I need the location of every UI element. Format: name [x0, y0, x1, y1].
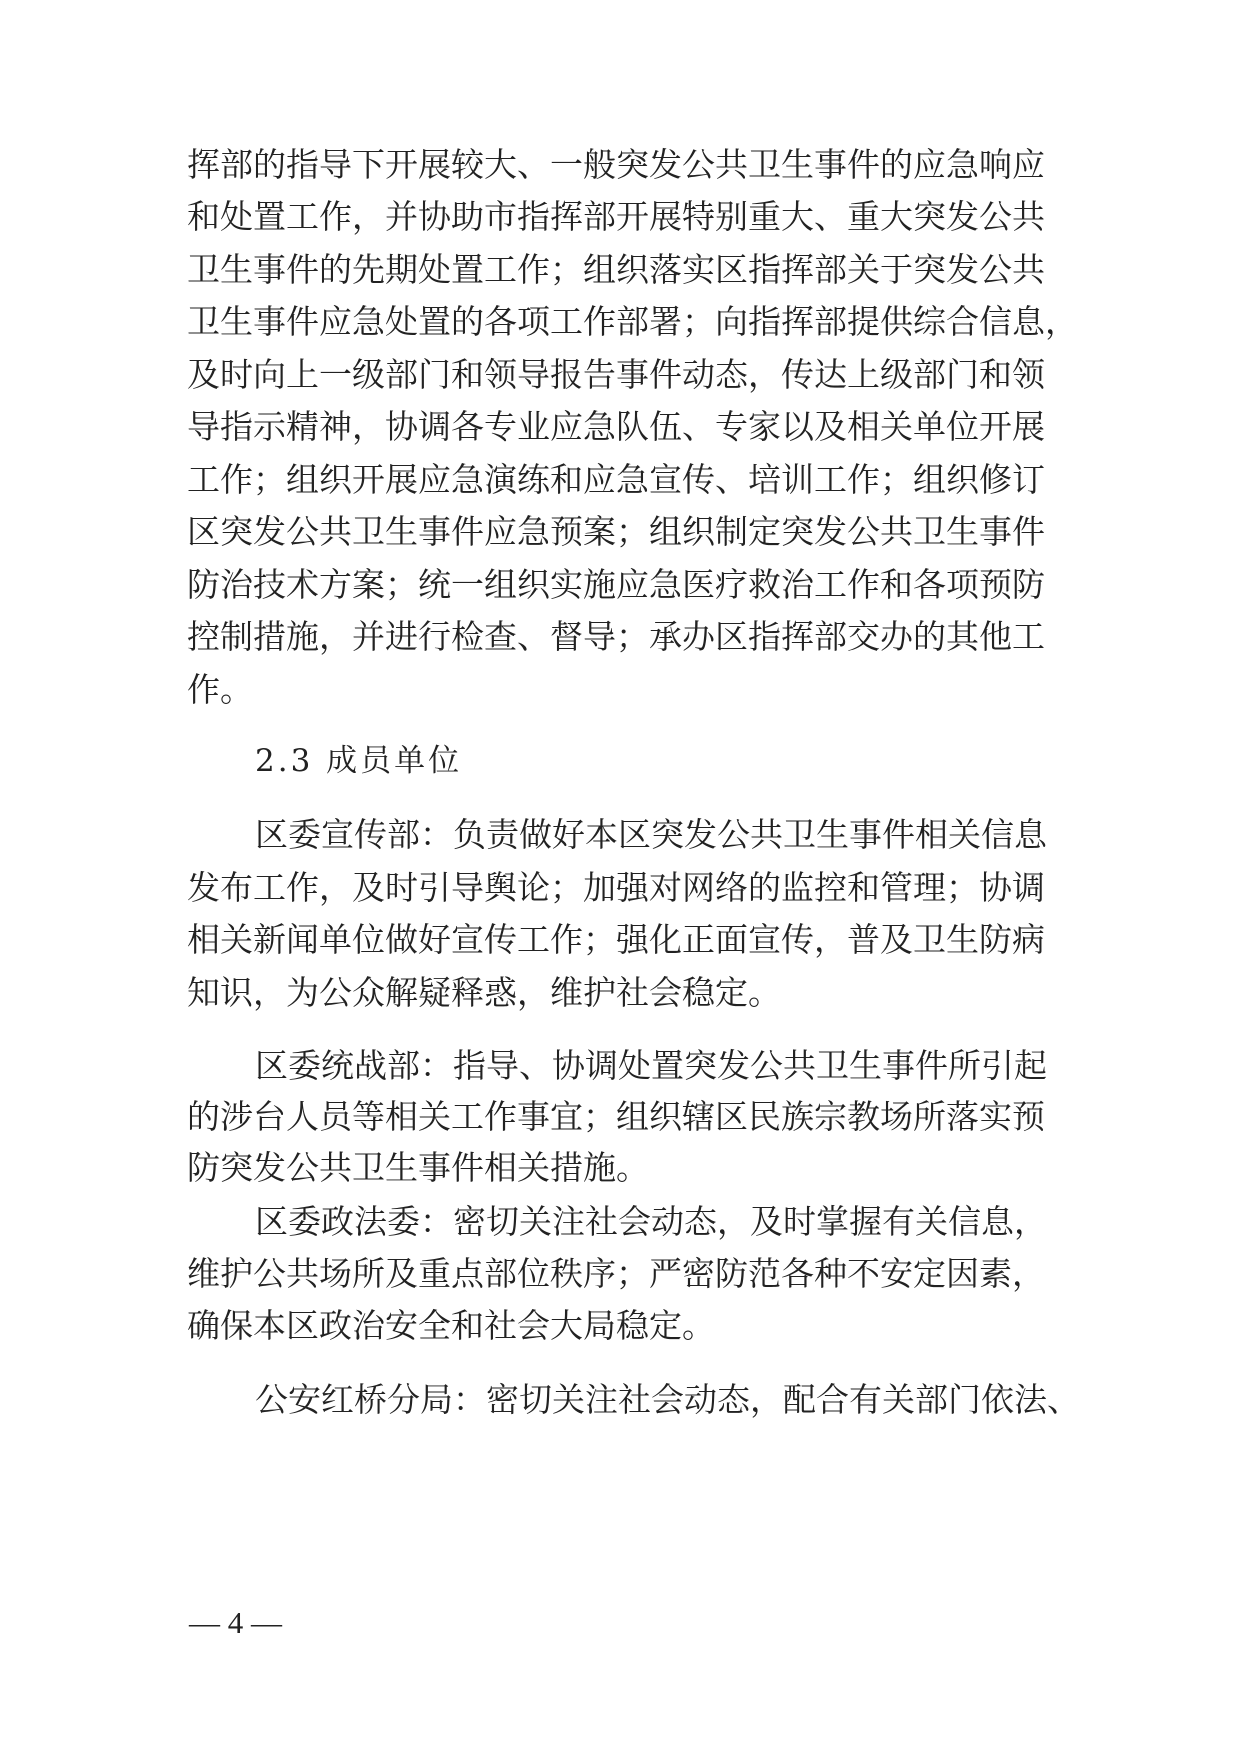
page-number: — 4 — [189, 1605, 282, 1640]
text-line: 防突发公共卫生事件相关措施。 [187, 1148, 649, 1187]
text-line: 相关新闻单位做好宣传工作；强化正面宣传，普及卫生防病 [187, 920, 1045, 959]
text-line: 公安红桥分局：密切关注社会动态，配合有关部门依法、 [255, 1380, 1080, 1419]
text-line: 发布工作，及时引导舆论；加强对网络的监控和管理；协调 [187, 868, 1045, 907]
text-line: 区委政法委：密切关注社会动态，及时掌握有关信息， [255, 1202, 1047, 1241]
text-line: 确保本区政治安全和社会大局稳定。 [187, 1306, 715, 1345]
section-heading: 2.3 成员单位 [255, 743, 463, 779]
text-line: 区委统战部：指导、协调处置突发公共卫生事件所引起 [255, 1046, 1047, 1085]
text-line: 卫生事件应急处置的各项工作部署；向指挥部提供综合信息， [187, 302, 1078, 341]
text-line: 和处置工作，并协助市指挥部开展特别重大、重大突发公共 [187, 197, 1045, 236]
text-line: 控制措施，并进行检查、督导；承办区指挥部交办的其他工 [187, 617, 1045, 656]
text-line: 及时向上一级部门和领导报告事件动态，传达上级部门和领 [187, 355, 1045, 394]
text-line: 的涉台人员等相关工作事宜；组织辖区民族宗教场所落实预 [187, 1097, 1045, 1136]
text-line: 导指示精神，协调各专业应急队伍、专家以及相关单位开展 [187, 407, 1045, 446]
text-line: 区委宣传部：负责做好本区突发公共卫生事件相关信息 [255, 815, 1047, 854]
text-line: 挥部的指导下开展较大、一般突发公共卫生事件的应急响应 [187, 145, 1045, 184]
text-line: 知识，为公众解疑释惑，维护社会稳定。 [187, 973, 781, 1012]
text-line: 维护公共场所及重点部位秩序；严密防范各种不安定因素， [187, 1254, 1045, 1293]
text-line: 作。 [187, 670, 253, 709]
text-line: 防治技术方案；统一组织实施应急医疗救治工作和各项预防 [187, 565, 1045, 604]
text-line: 工作；组织开展应急演练和应急宣传、培训工作；组织修订 [187, 460, 1045, 499]
text-line: 卫生事件的先期处置工作；组织落实区指挥部关于突发公共 [187, 250, 1045, 289]
text-line: 区突发公共卫生事件应急预案；组织制定突发公共卫生事件 [187, 512, 1045, 551]
